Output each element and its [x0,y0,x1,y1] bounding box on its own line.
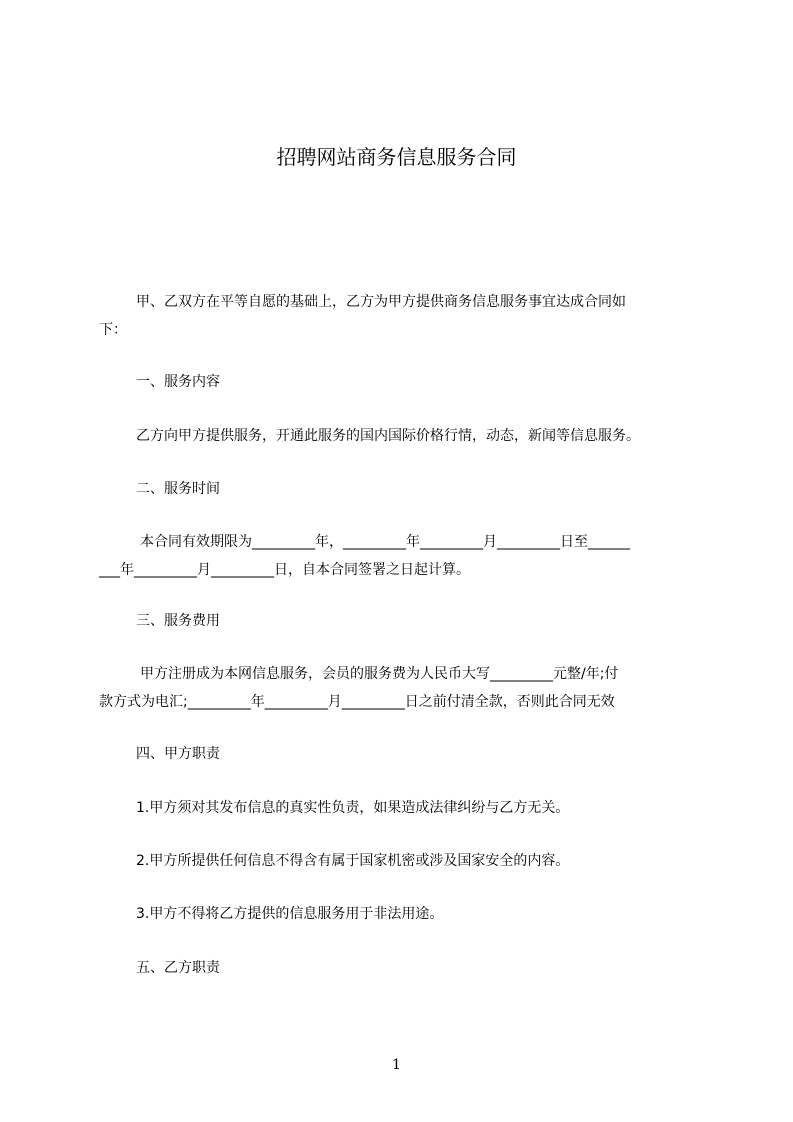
party-a-duty-1: 1.甲方须对其发布信息的真实性负责，如果造成法律纠纷与乙方无关。 [136,800,570,816]
section-heading-service-time: 二、服务时间 [136,481,220,497]
page-number: 1 [392,1057,401,1073]
intro-line-2: 下： [99,322,127,338]
service-time-line-1: 本合同有效期限为_________年，_________年_________月_________日至______ [140,534,630,550]
intro-line-1: 甲、乙双方在平等自愿的基础上，乙方为甲方提供商务信息服务事宜达成合同如 [136,294,626,310]
section-heading-party-a-duties: 四、甲方职责 [136,746,220,762]
party-a-duty-2: 2.甲方所提供任何信息不得含有属于国家机密或涉及国家安全的内容。 [136,853,570,869]
section-heading-service-fee: 三、服务费用 [136,613,220,629]
party-a-duty-3: 3.甲方不得将乙方提供的信息服务用于非法用途。 [136,906,444,922]
service-fee-line-1: 甲方注册成为本网信息服务，会员的服务费为人民币大写_________元整/年;付 [140,666,619,682]
section-heading-party-b-duties: 五、乙方职责 [136,960,220,976]
section-body-service-content: 乙方向甲方提供服务，开通此服务的国内国际价格行情，动态，新闻等信息服务。 [136,428,640,444]
service-fee-line-2: 款方式为电汇;_________年_________月_________日之前付清全款，否则此合同无效 [99,694,615,710]
section-heading-service-content: 一、服务内容 [136,374,220,390]
service-time-line-2: ___年_________月_________日，自本合同签署之日起计算。 [99,562,470,578]
document-title: 招聘网站商务信息服务合同 [276,145,517,169]
